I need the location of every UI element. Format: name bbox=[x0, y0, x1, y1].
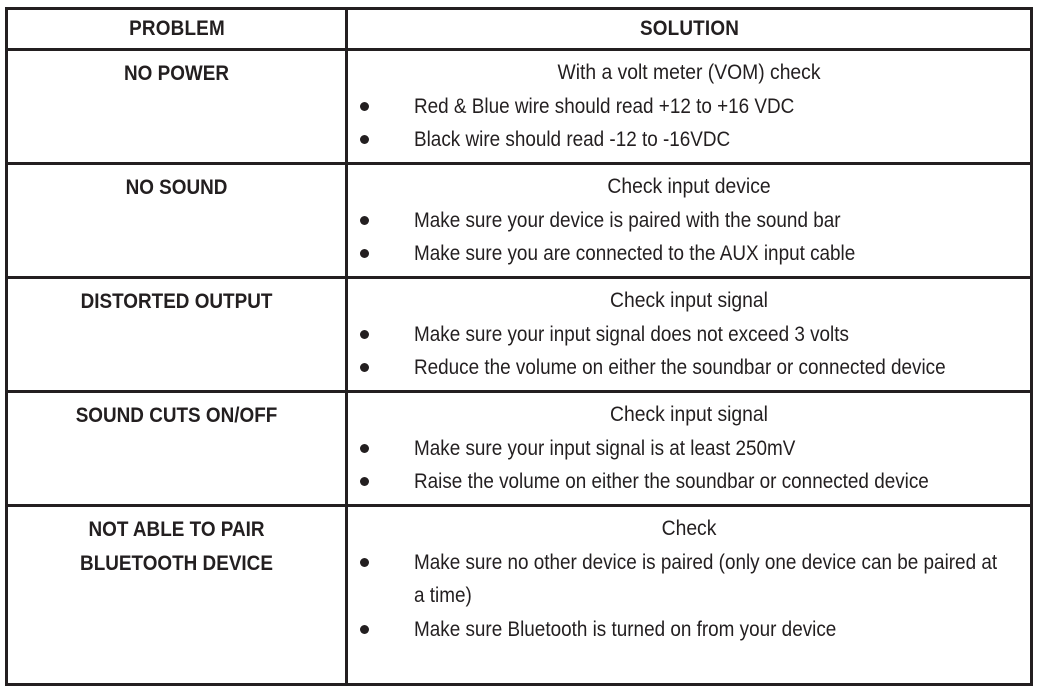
table-row bbox=[7, 50, 1032, 164]
solution-cell bbox=[347, 278, 1032, 392]
troubleshooting-table bbox=[5, 7, 1033, 686]
solution-heading: Check input signal bbox=[610, 289, 768, 312]
problem-text: NO SOUND bbox=[125, 176, 228, 199]
bullet-icon bbox=[360, 249, 369, 258]
problem-text: DISTORTED OUTPUT bbox=[80, 290, 273, 313]
solution-list bbox=[348, 90, 1030, 157]
bullet-icon bbox=[360, 363, 369, 372]
solution-list bbox=[348, 546, 1030, 647]
table-row bbox=[7, 278, 1032, 392]
table-row bbox=[7, 164, 1032, 278]
bullet-icon bbox=[360, 216, 369, 225]
bullet-icon bbox=[360, 477, 369, 486]
problem-cell bbox=[7, 278, 347, 392]
list-item: Black wire should read -12 to -16VDC bbox=[348, 123, 1030, 157]
bullet-icon bbox=[360, 558, 369, 567]
list-item: Make sure your input signal does not exceed 3 volts bbox=[348, 318, 1030, 352]
solution-heading: Check bbox=[661, 517, 717, 540]
bullet-icon bbox=[360, 330, 369, 339]
solution-list bbox=[348, 318, 1030, 385]
problem-cell bbox=[7, 164, 347, 278]
solution-cell bbox=[347, 50, 1032, 164]
table-row bbox=[7, 506, 1032, 685]
solution-cell bbox=[347, 164, 1032, 278]
bullet-icon bbox=[360, 444, 369, 453]
table-row bbox=[7, 392, 1032, 506]
bullet-icon bbox=[360, 625, 369, 634]
solution-heading: With a volt meter (VOM) check bbox=[557, 61, 821, 84]
solution-cell bbox=[347, 506, 1032, 685]
list-item: Make sure your input signal is at least 250mV bbox=[348, 432, 1030, 466]
problem-cell bbox=[7, 50, 347, 164]
solution-heading: Check input device bbox=[607, 175, 771, 198]
problem-cell bbox=[7, 392, 347, 506]
solution-cell bbox=[347, 392, 1032, 506]
problem-cell bbox=[7, 506, 347, 685]
list-item: Make sure no other device is paired (only one device can be paired at a time) bbox=[348, 546, 1030, 613]
bullet-icon bbox=[360, 135, 369, 144]
header-row bbox=[7, 9, 1032, 50]
problem-text: NO POWER bbox=[123, 62, 229, 85]
solution-list bbox=[348, 204, 1030, 271]
problem-text: BLUETOOTH DEVICE bbox=[80, 552, 273, 575]
list-item: Raise the volume on either the soundbar or connected device bbox=[348, 465, 1030, 499]
list-item: Make sure you are connected to the AUX input cable bbox=[348, 237, 1030, 271]
list-item: Make sure Bluetooth is turned on from your device bbox=[348, 613, 1030, 647]
list-item: Make sure your device is paired with the sound bar bbox=[348, 204, 1030, 238]
list-item: Reduce the volume on either the soundbar or connected device bbox=[348, 351, 1030, 385]
list-item: Red & Blue wire should read +12 to +16 VDC bbox=[348, 90, 1030, 124]
solution-list bbox=[348, 432, 1030, 499]
solution-column-header: SOLUTION bbox=[381, 9, 998, 50]
problem-column-header: PROBLEM bbox=[24, 9, 330, 50]
problem-text: SOUND CUTS ON/OFF bbox=[75, 404, 278, 427]
problem-text: NOT ABLE TO PAIR bbox=[88, 518, 265, 541]
solution-heading: Check input signal bbox=[610, 403, 768, 426]
bullet-icon bbox=[360, 102, 369, 111]
